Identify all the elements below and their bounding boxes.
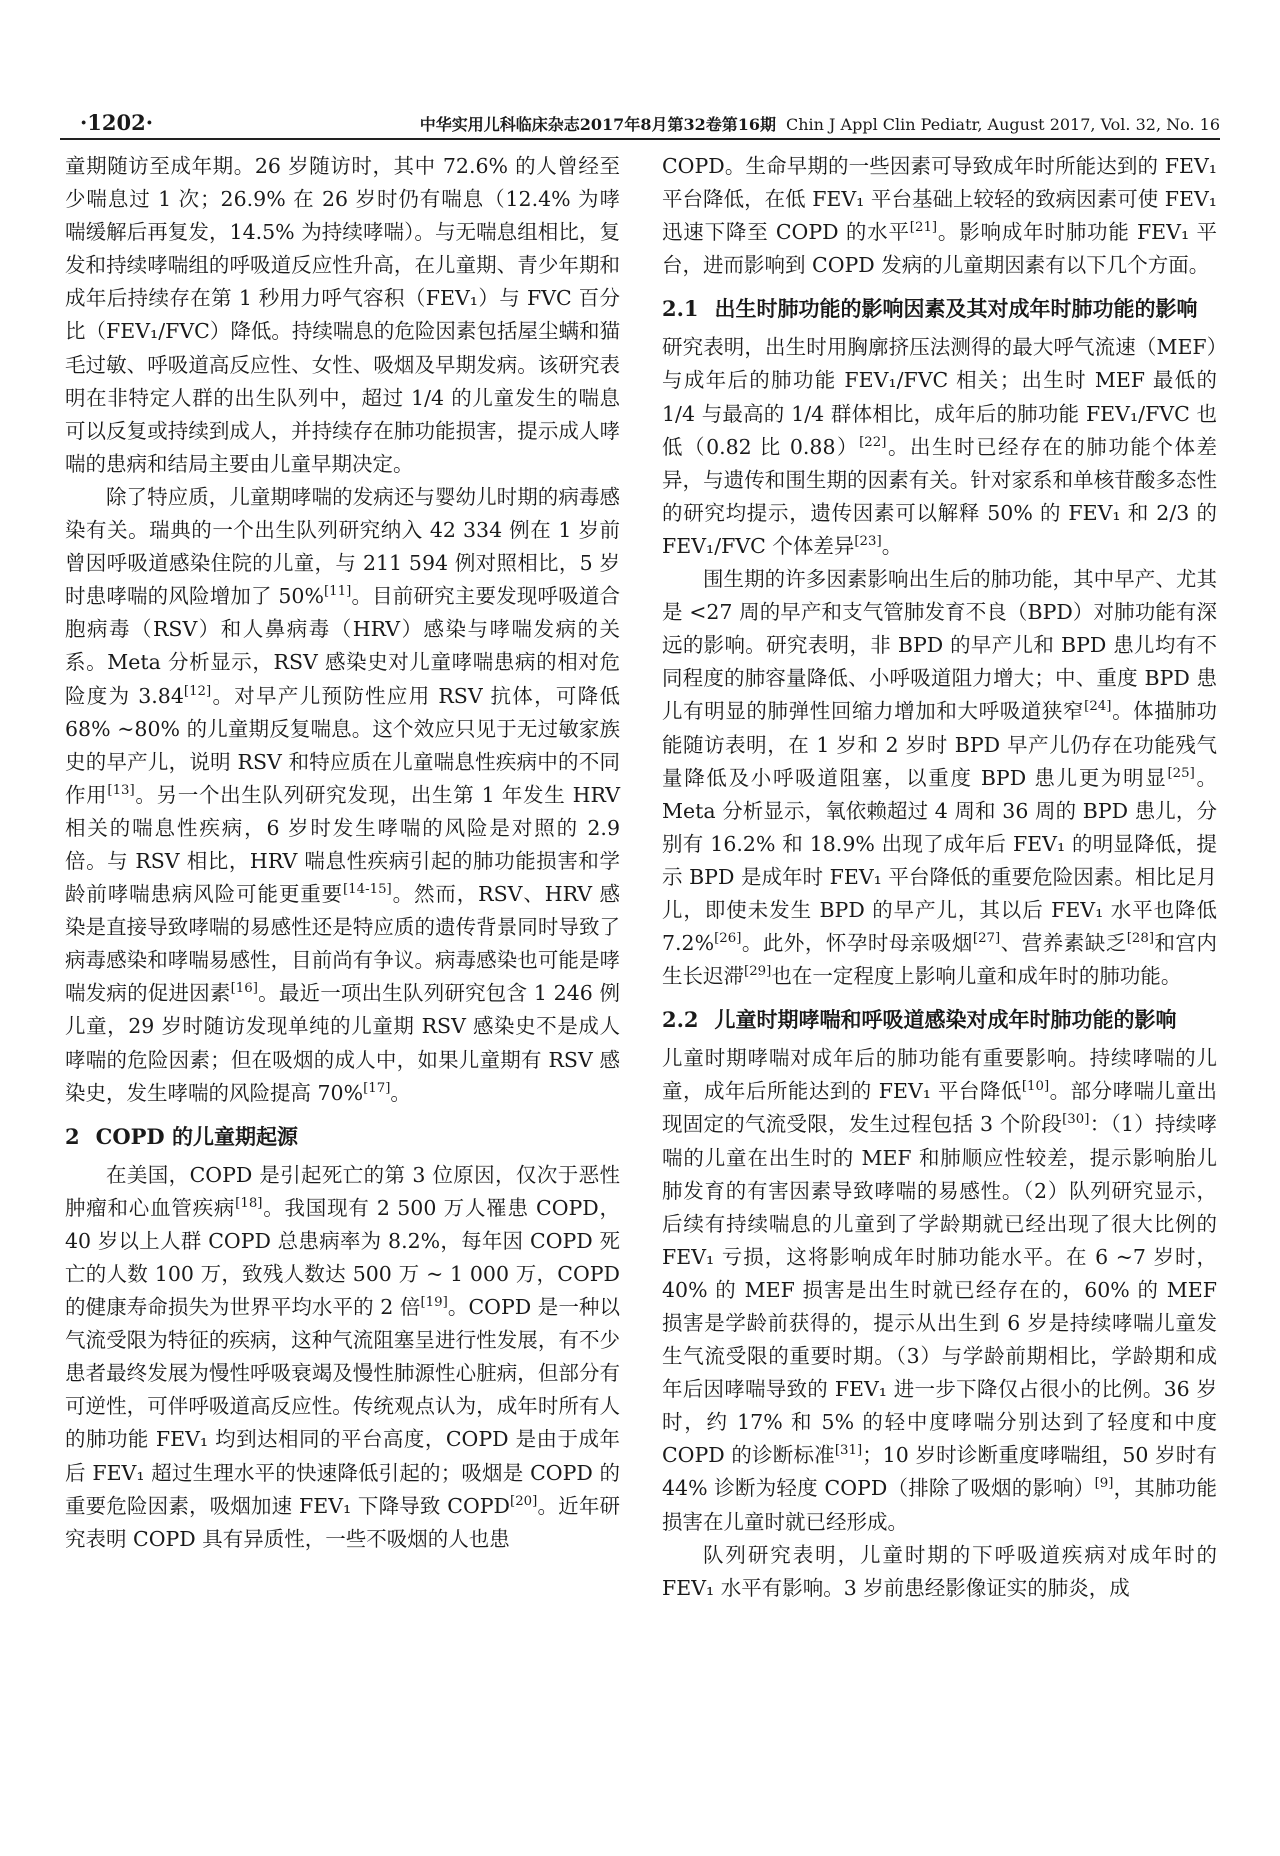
left-column	[65, 150, 620, 1556]
subsection-heading	[662, 1003, 1217, 1036]
paragraph: 在美国，COPD 是引起死亡的第 3 位原因，仅次于恶性肿瘤和心血管疾病[18]。我国现有 2 500 万人罹患 COPD，40 岁以上人群 COPD 总患病率为 8.2%，每年因 COPD 死亡的人数 100 万，致残人数达 500 万 ~ 1 000 万，COPD 的健康寿命损失为世界平均水平的 2 倍[19]。COPD 是一种以气流受限为特征的疾病，这种气流阻塞呈进行性发展，有不少患者最终发展为慢性呼吸衰竭及慢性肺源性心脏病，但部分有可逆性，可伴呼吸道高反应性。传统观点认为，成年时所有人的肺功能 FEV₁ 均到达相同的平台高度，COPD 是由于成年后 FEV₁ 超过生理水平的快速降低引起的；吸烟是 COPD 的重要危险因素，吸烟加速 FEV₁ 下降导致 COPD[20]。近年研究表明 COPD 具有异质性，一些不吸烟的人也患	[65, 1162, 621, 1551]
right-column	[662, 150, 1217, 1605]
citation-marker: [10]	[1021, 1079, 1050, 1095]
header-rule	[60, 138, 1220, 140]
section-title: COPD 的儿童期起源	[95, 1123, 298, 1149]
citation-marker: [28]	[1126, 931, 1155, 947]
citation-marker: [12]	[183, 683, 212, 699]
citation-marker: [26]	[714, 931, 742, 947]
paragraph: 围生期的许多因素影响出生后的肺功能，其中早产、尤其是 <27 周的早产和支气管肺发育不良（BPD）对肺功能有深远的影响。研究表明，非 BPD 的早产儿和 BPD 患儿均有不同程度的肺容量降低、小呼吸道阻力增大；中、重度 BPD 患儿有明显的肺弹性回缩力增加和大呼吸道狭窄[24]。体描肺功能随访表明，在 1 岁和 2 岁时 BPD 早产儿仍存在功能残气量降低及小呼吸道阻塞，以重度 BPD 患儿更为明显[25]。Meta 分析显示，氧依赖超过 4 周和 36 周的 BPD 患儿，分别有 16.2% 和 18.9% 出现了成年后 FEV₁ 的明显降低，提示 BPD 是成年时 FEV₁ 平台降低的重要危险因素。相比足月儿，即使未发生 BPD 的早产儿，其以后 FEV₁ 水平也降低 7.2%[26]。此外，怀孕时母亲吸烟[27]、营养素缺乏[28]和宫内生长迟滞[29]也在一定程度上影响儿童和成年时的肺功能。	[662, 567, 1218, 989]
subsection-number: 2.2	[662, 1007, 699, 1033]
paragraph: 研究表明，出生时用胸廓挤压法测得的最大呼气流速（MEF）与成年后的肺功能 FEV₁/FVC 相关；出生时 MEF 最低的 1/4 与最高的 1/4 群体相比，成年后的肺功能 FEV₁/FVC 也低（0.82 比 0.88）[22]。出生时已经存在的肺功能个体差异，与遗传和围生期的因素有关。针对家系和单核苷酸多态性的研究均提示，遗传因素可以解释 50% 的 FEV₁ 和 2/3 的 FEV₁/FVC 个体差异[23]。	[662, 335, 1217, 558]
journal-citation	[420, 112, 1220, 135]
citation-marker: [25]	[1167, 765, 1195, 781]
citation-marker: [11]	[323, 584, 352, 600]
citation-marker: [13]	[107, 782, 135, 798]
journal-title-cn: 中华实用儿科临床杂志2017年8月第32卷第16期	[419, 115, 776, 134]
paragraph: 除了特应质，儿童期哮喘的发病还与婴幼儿时期的病毒感染有关。瑞典的一个出生队列研究纳入 42 334 例在 1 岁前曾因呼吸道感染住院的儿童，与 211 594 例对照相比，5 岁时患哮喘的风险增加了 50%[11]。目前研究主要发现呼吸道合胞病毒（RSV）和人鼻病毒（HRV）感染与哮喘发病的关系。Meta 分析显示，RSV 感染史对儿童哮喘患病的相对危险度为 3.84[12]。对早产儿预防性应用 RSV 抗体，可降低 68% ~80% 的儿童期反复喘息。这个效应只见于无过敏家族史的早产儿，说明 RSV 和特应质在儿童喘息性疾病中的不同作用[13]。另一个出生队列研究发现，出生第 1 年发生 HRV 相关的喘息性疾病，6 岁时发生哮喘的风险是对照的 2.9 倍。与 RSV 相比，HRV 喘息性疾病引起的肺功能损害和学龄前哮喘患病风险可能更重要[14-15]。然而，RSV、HRV 感染是直接导致哮喘的易感性还是特应质的遗传背景同时导致了病毒感染和哮喘易感性，目前尚有争议。病毒感染也可能是哮喘发病的促进因素[16]。最近一项出生队列研究包含 1 246 例儿童，29 岁时随访发现单纯的儿童期 RSV 感染史不是成人哮喘的危险因素；但在吸烟的成人中，如果儿童期有 RSV 感染史，发生哮喘的风险提高 70%[17]。	[65, 484, 621, 1105]
citation-marker: [27]	[972, 931, 1001, 947]
citation-marker: [14-15]	[342, 882, 392, 898]
citation-marker: [31]	[834, 1443, 863, 1459]
subsection-number: 2.1	[662, 296, 699, 322]
paragraph: 队列研究表明，儿童时期的下呼吸道疾病对成年时的 FEV₁ 水平有影响。3 岁前患经影像证实的肺炎，成	[662, 1542, 1217, 1600]
citation-marker: [29]	[744, 964, 772, 980]
citation-marker: [19]	[420, 1295, 448, 1311]
citation-marker: [16]	[230, 981, 258, 997]
paragraph: COPD。生命早期的一些因素可导致成年时所能达到的 FEV₁ 平台降低，在低 FEV₁ 平台基础上较轻的致病因素可使 FEV₁ 迅速下降至 COPD 的水平[21]。影响成年时肺功能 FEV₁ 平台，进而影响到 COPD 发病的儿童期因素有以下几个方面。	[662, 154, 1217, 278]
subsection-title: 出生时肺功能的影响因素及其对成年时肺功能的影响	[714, 296, 1198, 322]
citation-marker: [30]	[1062, 1112, 1090, 1128]
citation-marker: [23]	[854, 533, 882, 549]
journal-title-en: Chin J Appl Clin Pediatr, August 2017, Vol. 32, No. 16	[785, 115, 1220, 134]
section-number: 2	[65, 1123, 80, 1149]
citation-marker: [20]	[510, 1493, 538, 1509]
citation-marker: [17]	[363, 1080, 391, 1096]
citation-marker: [22]	[859, 434, 887, 450]
section-heading	[65, 1120, 620, 1153]
page-header	[60, 110, 1220, 140]
citation-marker: [21]	[909, 220, 938, 236]
paragraph: 童期随访至成年期。26 岁随访时，其中 72.6% 的人曾经至少喘息过 1 次；26.9% 在 26 岁时仍有喘息（12.4% 为哮喘缓解后再复发，14.5% 为持续哮喘）。与无喘息组相比，复发和持续哮喘组的呼吸道反应性升高，在儿童期、青少年期和成年后持续存在第 1 秒用力呼气容积（FEV₁）与 FVC 百分比（FEV₁/FVC）降低。持续喘息的危险因素包括屋尘螨和猫毛过敏、呼吸道高反应性、女性、吸烟及早期发病。该研究表明在非特定人群的出生队列中，超过 1/4 的儿童发生的喘息可以反复或持续到成人，并持续存在肺功能损害，提示成人哮喘的患病和结局主要由儿童早期决定。	[65, 154, 620, 476]
citation-marker: [9]	[1094, 1476, 1114, 1492]
paragraph: 儿童时期哮喘对成年后的肺功能有重要影响。持续哮喘的儿童，成年后所能达到的 FEV₁ 平台降低[10]。部分哮喘儿童出现固定的气流受限，发生过程包括 3 个阶段[30]：（1）持续哮喘的儿童在出生时的 MEF 和肺顺应性较差，提示影响胎儿肺发育的有害因素导致哮喘的易感性。（2）队列研究显示，后续有持续喘息的儿童到了学龄期就已经出现了很大比例的 FEV₁ 亏损，这将影响成年时肺功能水平。在 6 ~7 岁时，40% 的 MEF 损害是出生时就已经存在的，60% 的 MEF 损害是学龄前获得的，提示从出生到 6 岁是持续哮喘儿童发生气流受限的重要时期。（3）与学龄前期相比，学龄期和成年后因哮喘导致的 FEV₁ 进一步下降仅占很小的比例。36 岁时，约 17% 和 5% 的轻中度哮喘分别达到了轻度和中度 COPD 的诊断标准[31]；10 岁时诊断重度哮喘组，50 岁时有 44% 诊断为轻度 COPD（排除了吸烟的影响）[9]，其肺功能损害在儿童时就已经形成。	[662, 1046, 1217, 1534]
subsection-heading	[662, 292, 1217, 325]
citation-marker: [24]	[1084, 699, 1112, 715]
citation-marker: [18]	[235, 1195, 263, 1211]
subsection-title: 儿童时期哮喘和呼吸道感染对成年时肺功能的影响	[714, 1007, 1177, 1033]
page-number: ·1202·	[80, 110, 154, 135]
